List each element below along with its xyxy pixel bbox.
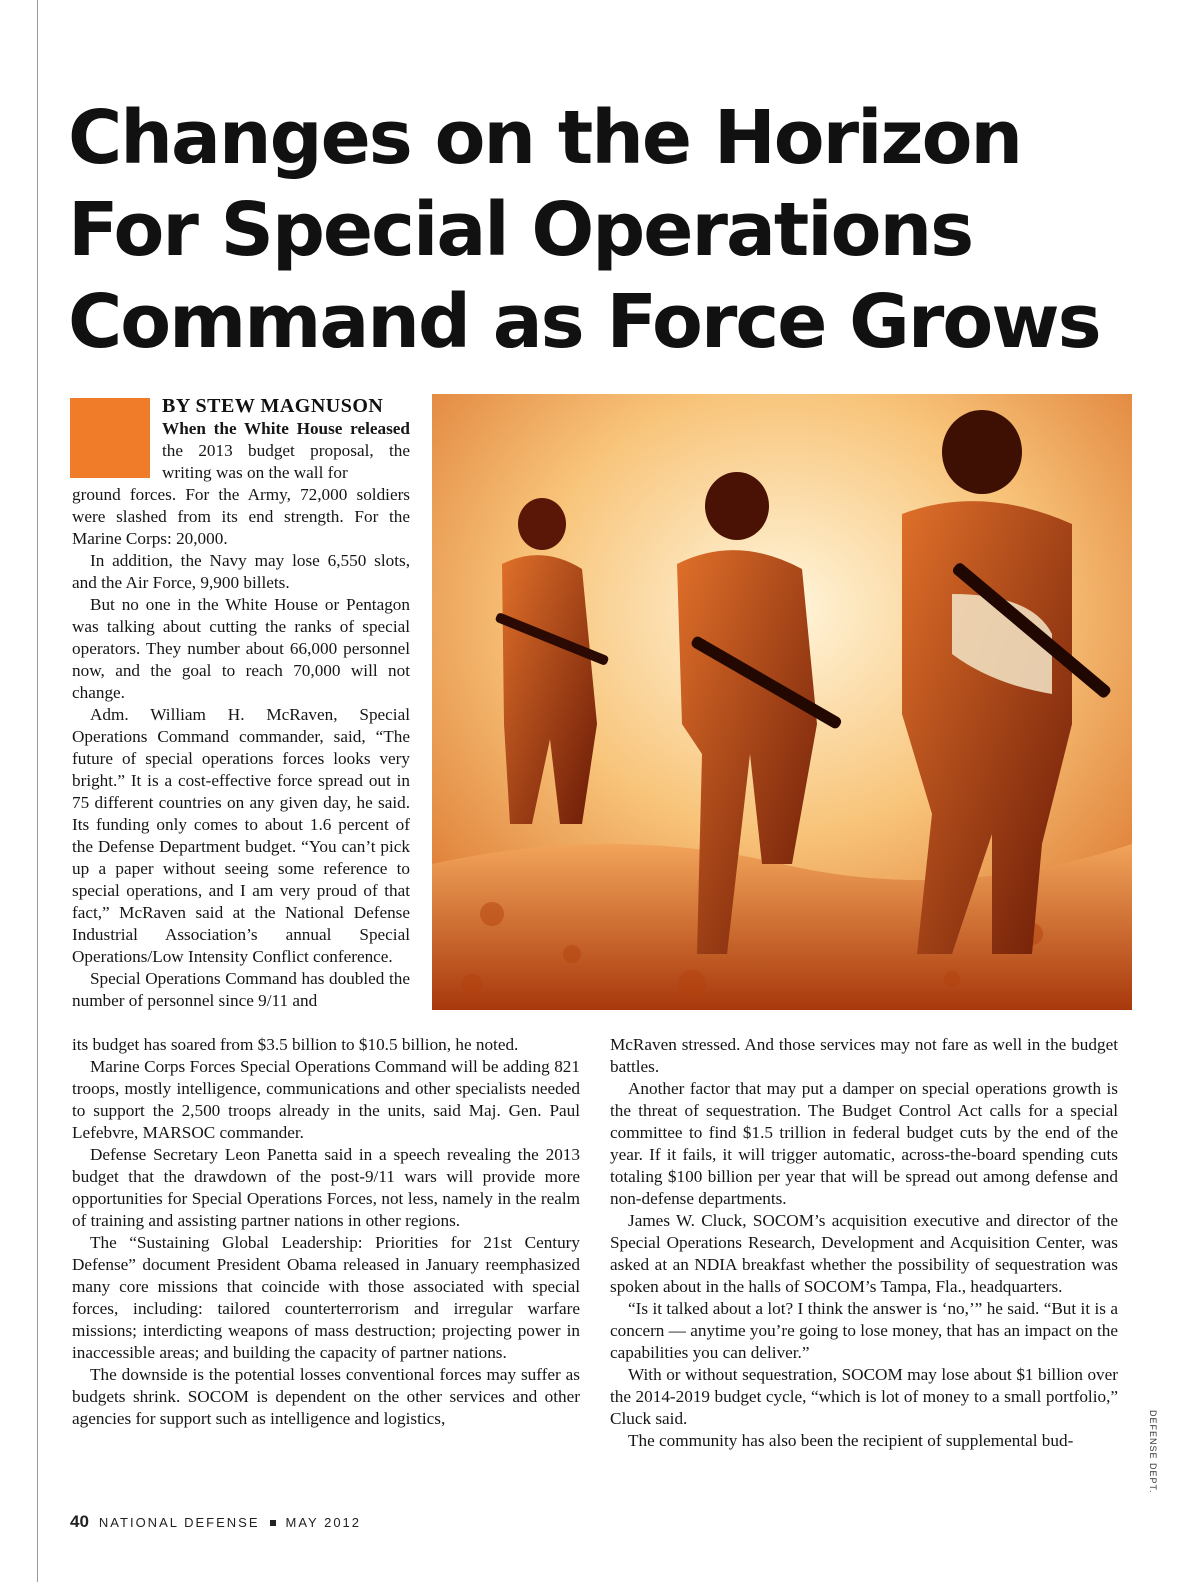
paragraph: The community has also been the recipient of supplemental bud- (628, 1431, 1074, 1450)
page-footer (70, 1512, 361, 1532)
paragraph: In addition, the Navy may lose 6,550 slots, and the Air Force, 9,900 billets. (72, 551, 410, 592)
paragraph: But no one in the White House or Pentagon was talking about cutting the ranks of special operators. They number about 66,000 personnel now, and the goal to reach 70,000 will not change. (72, 595, 410, 702)
paragraph: Another factor that may put a damper on special operations growth is the threat of sequestration. The Budget Control Act calls for a special committee to find $1.5 trillion in federal budget cuts by the end of the year. If it fails, it will trigger automatic, across-the-board spending cuts totaling $100 billion per year that will be spread out among defense and non-defense departments. (610, 1079, 1118, 1208)
right-text-column (610, 1034, 1118, 1452)
headline-line-1: Changes on the Horizon (68, 95, 1022, 181)
orange-accent-block (70, 398, 150, 478)
intro-text: the 2013 budget proposal, the writing was on the wall for (162, 441, 410, 482)
margin-rule (37, 0, 38, 1582)
soldiers-photo-art (432, 394, 1132, 1010)
page-number: 40 (70, 1512, 89, 1531)
paragraph: Defense Secretary Leon Panetta said in a speech revealing the 2013 budget that the drawdown of the post-9/11 wars will provide more opportunities for Special Operations Forces, not less, namely in the realm of training and assisting partner nations in other regions. (72, 1145, 580, 1230)
paragraph: The “Sustaining Global Leadership: Priorities for 21st Century Defense” document President Obama released in January reemphasized many core missions that coincide with those associated with special forces, including: tailored counterterrorism and irregular warfare missions; interdicting weapons of mass destruction; projecting power in inaccessible areas; and building the capacity of partner nations. (72, 1233, 580, 1362)
top-text-column (72, 484, 410, 1012)
paragraph: “Is it talked about a lot? I think the answer is ‘no,’” he said. “But it is a concern — anytime you’re going to lose money, that has an impact on the capabilities you can deliver.” (610, 1299, 1118, 1362)
photo-credit: DEFENSE DEPT. (1148, 1410, 1158, 1494)
headline (68, 92, 1178, 368)
headline-line-3: Command as Force Grows (68, 279, 1100, 365)
paragraph: The downside is the potential losses conventional forces may suffer as budgets shrink. SOCOM is dependent on the other services and other agencies for support such as intelligence and logistics, (72, 1365, 580, 1428)
paragraph: Adm. William H. McRaven, Special Operations Command commander, said, “The future of special operations forces looks very bright.” It is a cost-effective force spread out in 75 different countries on any given day, he said. Its funding only comes to about 1.6 percent of the Defense Department budget. “You can’t pick up a paper without seeing some reference to special operations, and I am very proud of that fact,” McRaven said at the National Defense Industrial Association’s annual Special Operations/Low Intensity Conflict conference. (72, 705, 410, 966)
lead-in-words: When the White House released (162, 419, 410, 438)
paragraph: its budget has soared from $3.5 billion to $10.5 billion, he noted. (72, 1035, 519, 1054)
soldiers-photo (432, 394, 1132, 1010)
byline: BY STEW MAGNUSON (162, 395, 384, 417)
publication-name: NATIONAL DEFENSE (98, 1515, 260, 1530)
left-text-column (72, 1034, 580, 1430)
headline-line-2: For Special Operations (68, 187, 973, 273)
paragraph: James W. Cluck, SOCOM’s acquisition executive and director of the Special Operations Research, Development and Acquisition Center, was asked at an NDIA breakfast whether the possibility of sequestration was spoken about in the halls of SOCOM’s Tampa, Fla., headquarters. (610, 1211, 1118, 1296)
paragraph: With or without sequestration, SOCOM may lose about $1 billion over the 2014-2019 budget cycle, “which is lot of money to a small portfolio,” Cluck said. (610, 1365, 1118, 1428)
paragraph: McRaven stressed. And those services may not fare as well in the budget battles. (610, 1035, 1118, 1076)
paragraph: Special Operations Command has doubled the number of personnel since 9/11 and (72, 969, 410, 1010)
paragraph: ground forces. For the Army, 72,000 soldiers were slashed from its end strength. For the Marine Corps: 20,000. (72, 485, 410, 548)
separator-square (270, 1520, 276, 1526)
intro-paragraph (162, 418, 410, 484)
paragraph: Marine Corps Forces Special Operations Command will be adding 821 troops, mostly intelligence, communications and other specialists needed to support the 2,500 troops already in the units, said Maj. Gen. Paul Lefebvre, MARSOC commander. (72, 1057, 580, 1142)
issue-date: MAY 2012 (285, 1515, 362, 1530)
